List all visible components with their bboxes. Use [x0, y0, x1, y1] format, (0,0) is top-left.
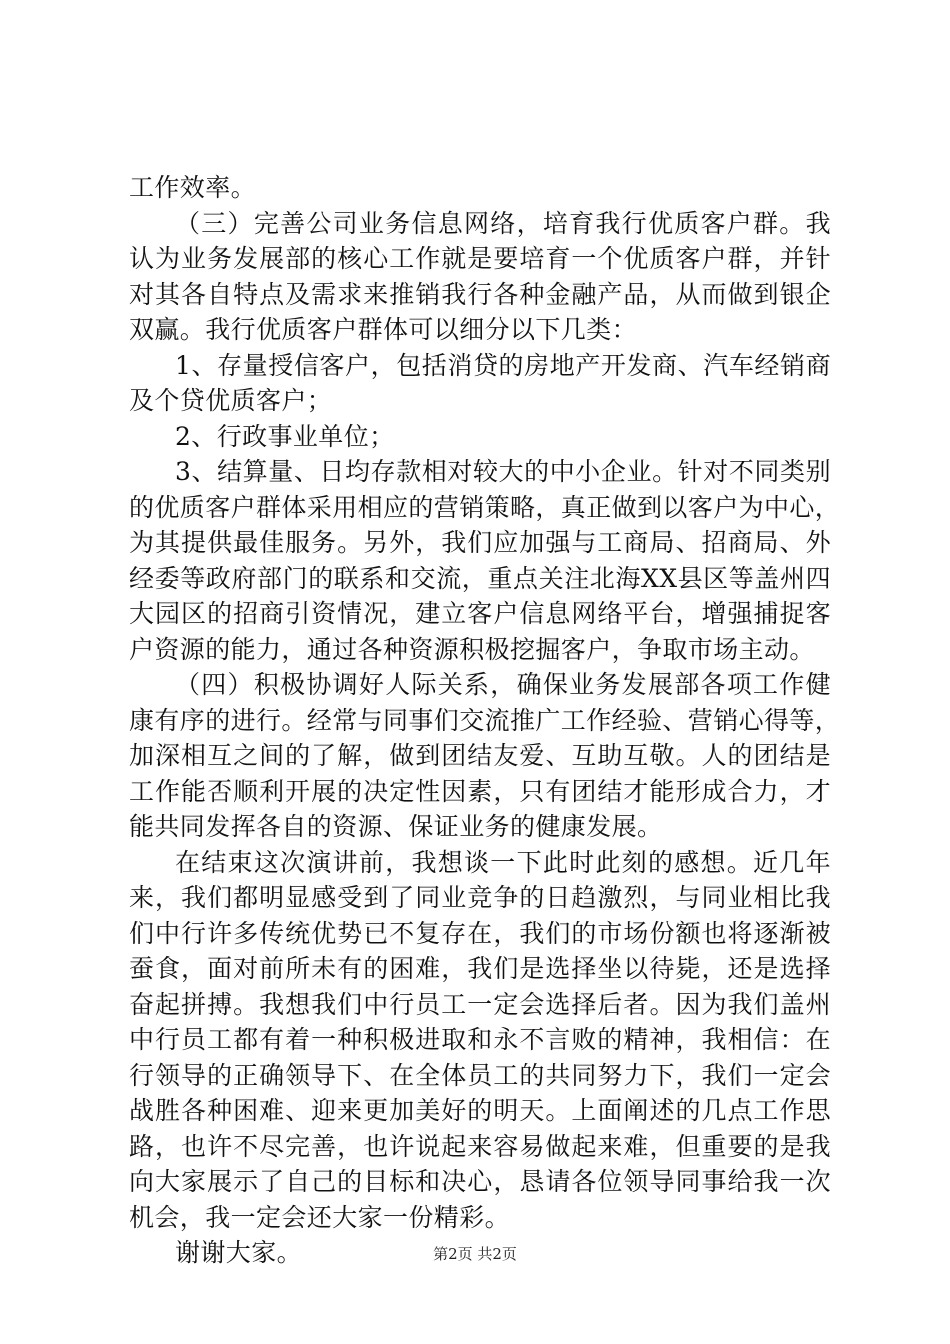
text-line: 经委等政府部门的联系和交流，重点关注北海XX县区等盖州四	[129, 563, 831, 593]
text-line: 对其各自特点及需求来推销我行各种金融产品，从而做到银企	[129, 279, 831, 309]
text-line: 双赢。我行优质客户群体可以细分以下几类：	[129, 315, 638, 344]
text-line: 机会，我一定会还大家一份精彩。	[129, 1202, 511, 1232]
text-line: 2、行政事业单位；	[175, 421, 395, 451]
page-footer: 第2页 共2页	[433, 1245, 517, 1263]
text-line: 战胜各种困难、迎来更加美好的明天。上面阐述的几点工作思	[129, 1096, 831, 1125]
text-line: 来，我们都明显感受到了同业竞争的日趋激烈，与同业相比我	[129, 883, 831, 912]
text-line: 能共同发挥各自的资源、保证业务的健康发展。	[129, 812, 663, 841]
text-line: 为其提供最佳服务。另外，我们应加强与工商局、招商局、外	[129, 528, 831, 557]
text-line: 认为业务发展部的核心工作就是要培育一个优质客户群，并针	[129, 244, 831, 273]
text-line: 户资源的能力，通过各种资源积极挖掘客户，争取市场主动。	[129, 634, 815, 664]
text-line: 工作效率。	[129, 173, 257, 202]
text-line: 在结束这次演讲前，我想谈一下此时此刻的感想。近几年	[175, 847, 831, 877]
text-line: 工作能否顺利开展的决定性因素，只有团结才能形成合力，才	[129, 776, 831, 806]
text-line: 3、结算量、日均存款相对较大的中小企业。针对不同类别	[175, 457, 831, 486]
text-line: 及个贷优质客户；	[129, 386, 333, 415]
document-body	[129, 170, 841, 1271]
text-line: 的优质客户群体采用相应的营销策略，真正做到以客户为中心，	[129, 492, 841, 522]
text-line: 奋起拼搏。我想我们中行员工一定会选择后者。因为我们盖州	[129, 989, 831, 1019]
text-line: 中行员工都有着一种积极进取和永不言败的精神，我相信：在	[129, 1025, 831, 1054]
text-line: 行领导的正确领导下、在全体员工的共同努力下，我们一定会	[129, 1060, 831, 1090]
text-line: （三）完善公司业务信息网络，培育我行优质客户群。我	[175, 208, 831, 238]
text-line: （四）积极协调好人际关系，确保业务发展部各项工作健	[175, 670, 831, 699]
text-line: 向大家展示了自己的目标和决心，恳请各位领导同事给我一次	[129, 1167, 831, 1196]
text-line: 谢谢大家。	[175, 1238, 303, 1267]
text-line: 路，也许不尽完善，也许说起来容易做起来难，但重要的是我	[129, 1131, 831, 1161]
text-line: 蚕食，面对前所未有的困难，我们是选择坐以待毙，还是选择	[129, 954, 831, 983]
text-line: 们中行许多传统优势已不复存在，我们的市场份额也将逐渐被	[129, 918, 831, 948]
text-line: 1、存量授信客户，包括消贷的房地产开发商、汽车经销商	[175, 350, 831, 380]
text-line: 加深相互之间的了解，做到团结友爱、互助互敬。人的团结是	[129, 741, 831, 770]
text-line: 康有序的进行。经常与同事们交流推广工作经验、营销心得等，	[129, 705, 841, 735]
text-line: 大园区的招商引资情况，建立客户信息网络平台，增强捕捉客	[129, 599, 831, 628]
